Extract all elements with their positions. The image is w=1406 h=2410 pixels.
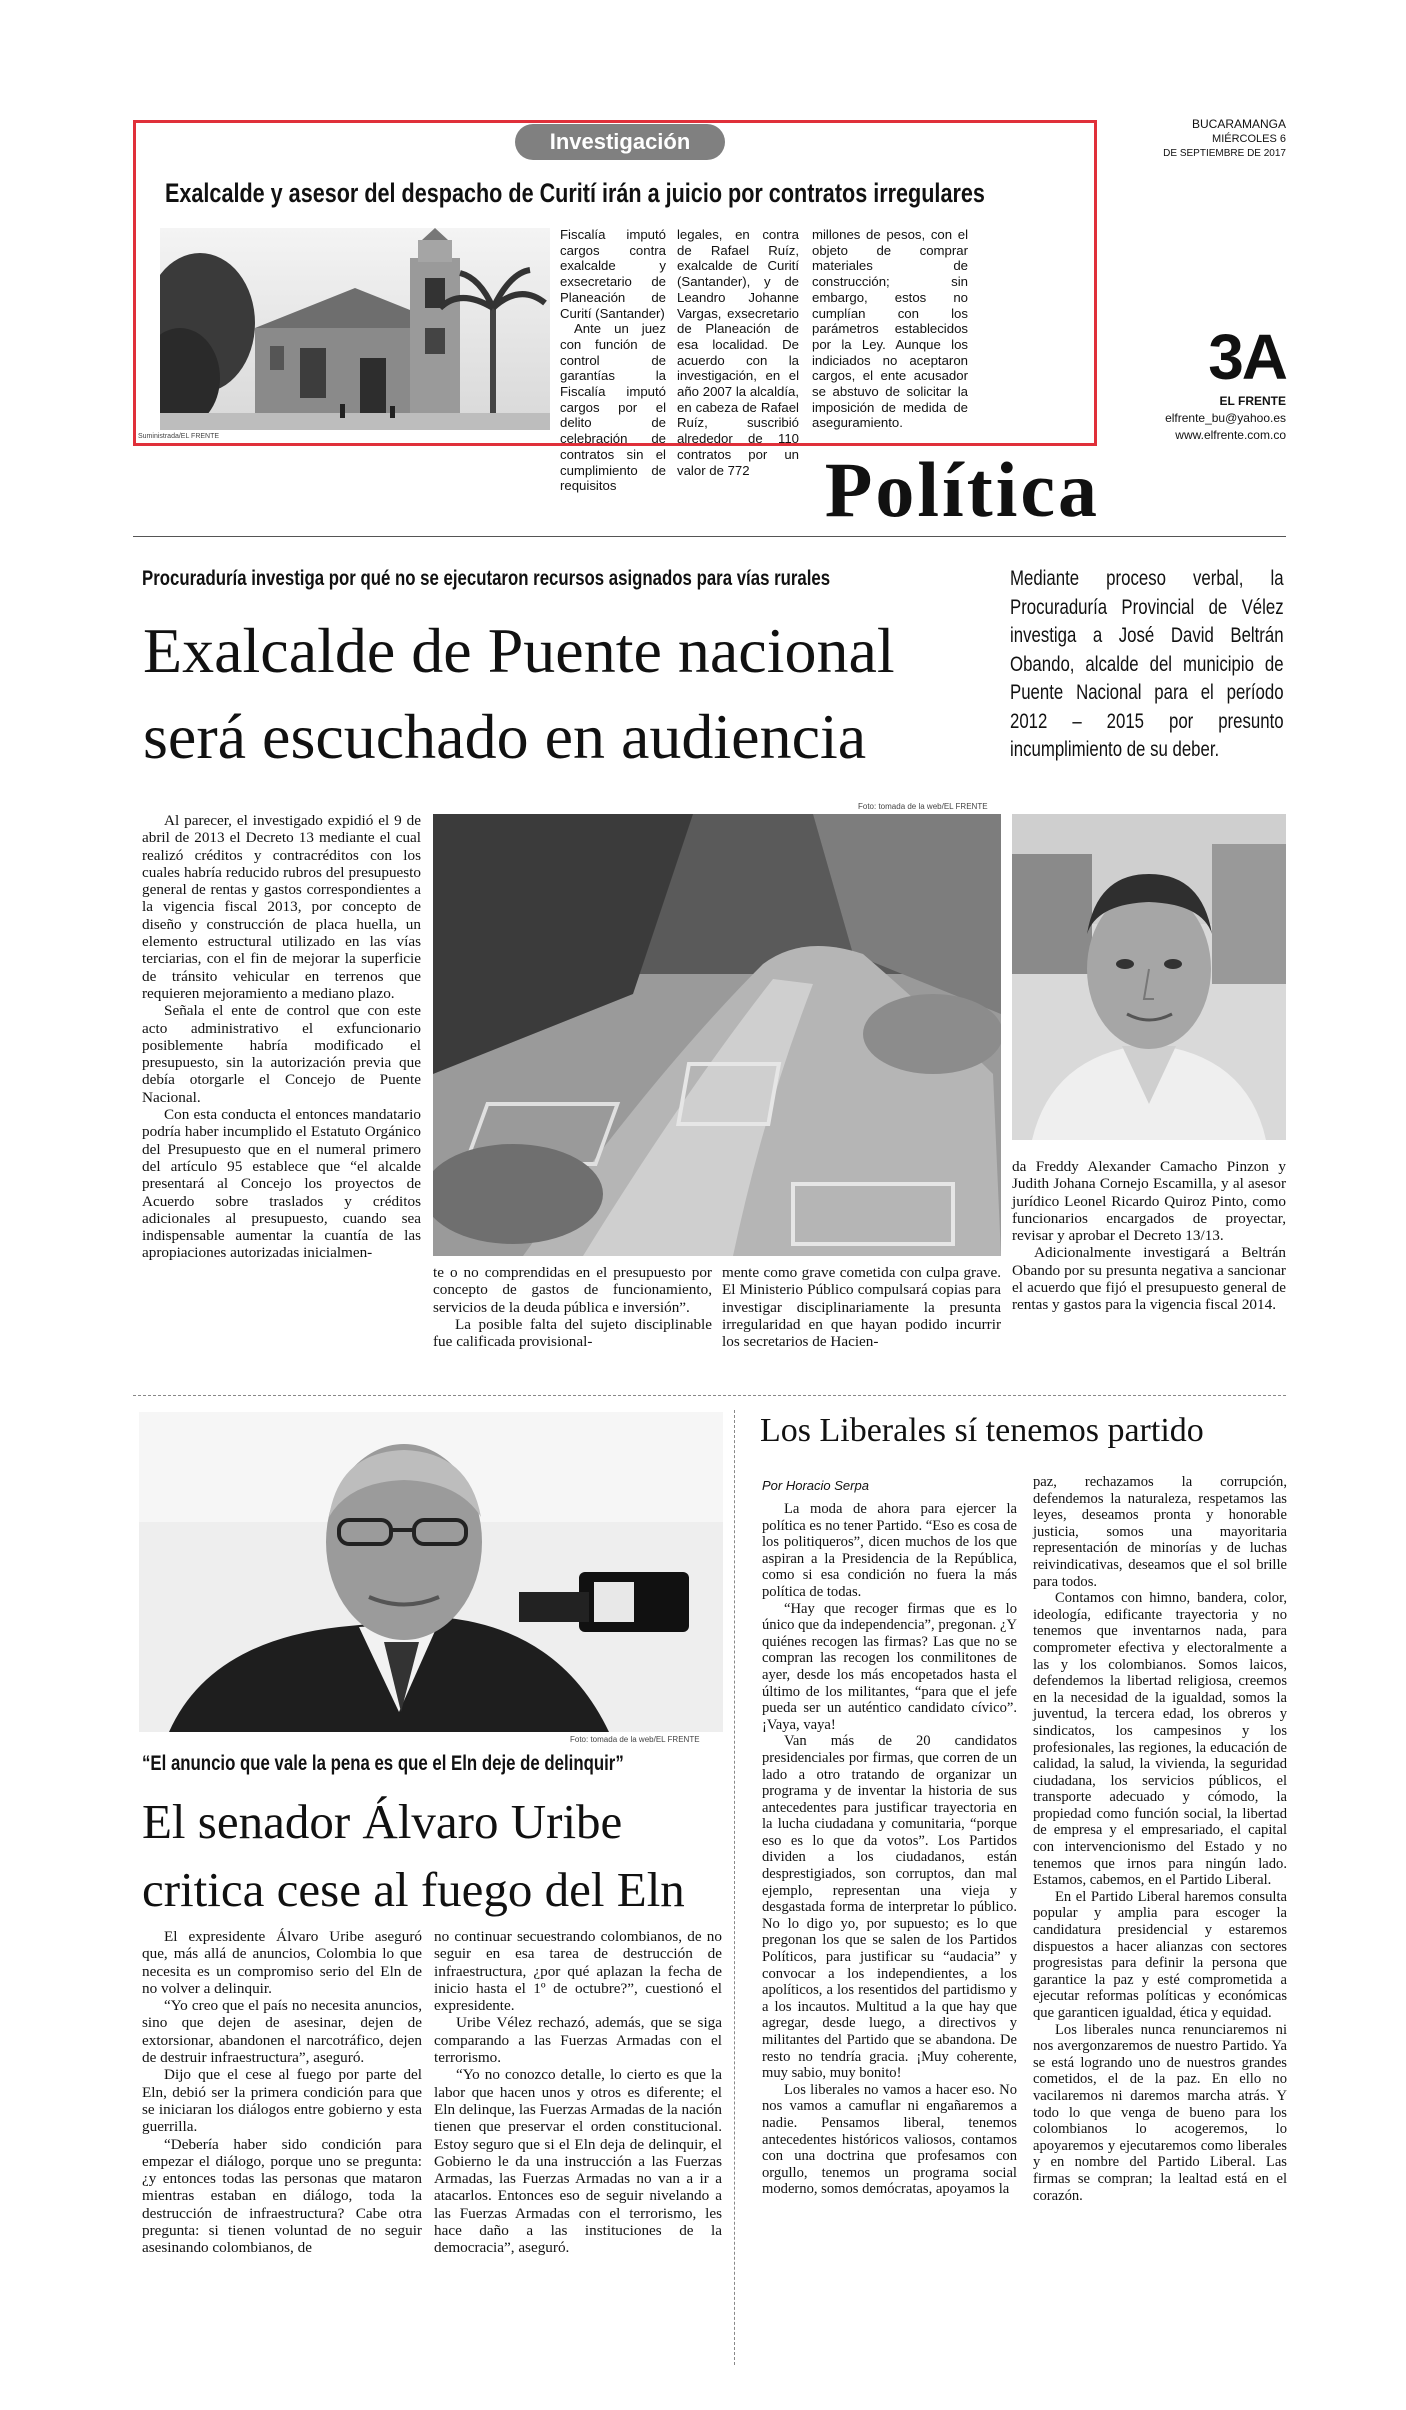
opinion-column-2 [1033,1474,1287,2204]
road-photo [433,814,1001,1256]
lead-summary: Mediante proceso verbal, la Procuraduría Provincial de Vélez investiga a José David Beltrán Obando, alcalde del municipio de Puente Nacional para el período 2012 – 2015 por presunto incumplimiento de su deber. [1010,567,1284,761]
uribe-paragraph: Uribe Vélez rechazó, además, que se siga comparando a las Fuerzas Armadas con el terrorismo. [434,2014,722,2067]
brand-name: EL FRENTE [1219,394,1286,408]
opinion-paragraph: Los liberales no vamos a hacer eso. No nos vamos a camuflar ni engañaremos a nadie. Pensamos liberal, tenemos antecedentes históricos valiosos, contamos con una doctrina que profesamos con orgullo, tenemos un programa social moderno, somos demócratas, apoyamos la [762,2081,1017,2198]
road-photo-credit: Foto: tomada de la web/EL FRENTE [858,802,988,811]
opinion-paragraph: “Hay que recoger firmas que es lo único que da independencia”, pregonan. ¿Y quiénes recogen las firmas? Las que no se compran las recogen los conmilitones de ayer, desde los más encopetados hasta el último de los militantes, “para que el jefe pueda ser un auténtico candidato cívico”. ¡Vaya, vaya! [762,1600,1017,1733]
uribe-paragraph: El expresidente Álvaro Uribe aseguró que, más allá de anuncios, Colombia lo que necesita es un compromiso serio del Eln de no volver a delinquir. [142,1928,422,1997]
website-link[interactable]: www.elfrente.com.co [1175,428,1286,442]
uribe-paragraph: “Yo no conozco detalle, lo cierto es que la labor que hacen unos y otros es diferente; el Eln delinque, las Fuerzas Armadas de la nación tienen que preservar el orden constitucional. Estoy seguro que si el Eln deja de delinquir, el Gobierno le da una instrucción a las Fuerzas Armadas, las Fuerzas Armadas no van a ir a atacarlos. Entonces eso de seguir nivelando a las Fuerzas Armadas con el terrorismo, les hace daño a las instituciones de la democracia”, aseguró. [434,2066,722,2257]
page-number: 3A [1208,321,1286,393]
investigation-tag: Investigación [515,124,725,160]
uribe-paragraph: “Yo creo que el país no necesita anuncios, sino que dejen de asesinar, dejen de extorsionar, abandonen el narcotráfico, dejen de destruir infraestructura”, aseguró. [142,1997,422,2067]
uribe-column-2 [434,1928,722,2257]
church-photo [160,228,550,430]
lead-column-1 [142,812,421,1262]
opinion-column-1 [762,1501,1017,2198]
lead-paragraph: mente como grave cometida con culpa grave. El Ministerio Público compulsará copias para investigar disciplinariamente la presunta irregularidad en que hayan podido incurrir los secretarios de Hacien- [722,1264,1001,1351]
lead-column-3 [722,1264,1001,1350]
lead-paragraph: Señala el ente de control que con este acto administrativo el exfuncionario posiblemente habría modificado el presupuesto, sin la autorización previa que debía otorgarle el Concejo de Puente Nacional. [142,1002,421,1106]
lead-paragraph: da Freddy Alexander Camacho Pinzon y Judith Johana Cornejo Escamilla, y al asesor jurídico Leonel Ricardo Quiroz Pinto, como funcionarios encargados de proyectar, revisar y aprobar el Decreto 13/13. [1012,1158,1286,1245]
uribe-column-1 [142,1928,422,2257]
opinion-paragraph: En el Partido Liberal haremos consulta popular y amplia para escoger la candidatura presidencial y estaremos dispuestos a hacer alianzas con sectores progresistas para definir la persona que garantice la paz y esté comprometida a ejecutar reformas políticas y económicas que garanticen igualdad, ética y equidad. [1033,1888,1287,2021]
opinion-paragraph: Van más de 20 candidatos presidenciales por firmas, que corren de un lado a otro tratando de organizar un programa y de inventar la historia de sus antecedentes para justificar trayectoria en la lucha ciudadana y comunitaria, “porque eso es lo que da votos”. Los Partidos dividen a los ciudadanos, están desprestigiados, son corruptos, dan mal ejemplo, representan una vieja y desgastada forma de interpretar lo público. No lo digo yo, por supuesto; es lo que pregonan los que se salen de los Partidos Políticos, para justificar su “audacia” y convocar a los independientes, a los apolíticos, a los resentidos del partidismo y a los incautos. Multitud a la que hay que agregar, desde luego, a directivos y militantes del Partido que se abandona. De resto no tendría gracia. ¡Muy coherente, muy sabio, muy bonito! [762,1733,1017,2082]
opinion-paragraph: paz, rechazamos la corrupción, defendemos la naturaleza, respetamos las leyes, deseamos pronta y honorable justicia, somos una mayoritaria representación de minorías y de luchas reivindicativas, deseamos que el sol brille para todos. [1033,1474,1287,1590]
lead-paragraph: te o no comprendidas en el presupuesto por concepto de gastos de funcionamiento, servicios de la deuda pública e inversión”. [433,1264,712,1316]
box-column-2 [677,227,799,478]
uribe-headline-line: critica cese al fuego del Eln [142,1862,685,1917]
uribe-headline [142,1788,742,1924]
box-column-1 [560,227,666,494]
uribe-kicker: “El anuncio que vale la pena es que el Eln deje de delinquir” [142,1752,624,1775]
lead-column-2 [433,1264,712,1350]
lead-headline-line: será escuchado en audiencia [143,701,867,772]
box-column-3 [812,227,1074,431]
date-line: DE SEPTIEMBRE DE 2017 [1163,148,1286,159]
lead-kicker: Procuraduría investiga por qué no se ejecutaron recursos asignados para vías rurales [142,567,831,590]
opinion-byline: Por Horacio Serpa [762,1478,869,1493]
lead-paragraph: La posible falta del sujeto disciplinable fue calificada provisional- [433,1315,712,1351]
box-paragraph: legales, en contra de Rafael Ruíz, exalcalde de Curití (Santander), y de Leandro Johanne Vargas, exsecretario de Planeación de esa localidad. De acuerdo con la investigación, en el año 2007 la alcaldía, en cabeza de Rafael Ruíz, suscribió alrededor de 110 contratos por un valor de 772 [677,227,799,478]
box-paragraph: millones de pesos, con el objeto de comprar materiales de construcción; sin embargo, estos no cumplían con los parámetros establecidos por la Ley. Aunque los indiciados no aceptaron cargos, el ente acusador se abstuvo de solicitar la imposición de medida de aseguramiento. [812,227,968,431]
box-headline: Exalcalde y asesor del despacho de Curití irán a juicio por contratos irregulares [165,178,985,208]
lead-paragraph: Con esta conducta el entonces mandatario podría haber incumplido el Estatuto Orgánico del Presupuesto que en el numeral primero del artículo 95 establece que “el alcalde presentará al Concejo los proyectos de Acuerdo sobre traslados y créditos adicionales al presupuesto, cuando sea indispensable aumentar la cuantía de las apropiaciones autorizadas inicialmen- [142,1106,421,1262]
mayor-photo [1012,814,1286,1140]
opinion-paragraph: Los liberales nunca renunciaremos ni nos avergonzaremos de nuestro Partido. Ya se está logrando uno de nuestros grandes cometidos, el de la paz. En ello no vacilaremos ni daremos marcha atrás. Y todo lo que venga de bueno para los colombianos lo acogeremos, lo apoyaremos y ejecutaremos como liberales y en nombre del Partido Liberal. Las firmas se compran; la lealtad está en el corazón. [1033,2021,1287,2204]
story-divider [133,1395,1286,1396]
lead-paragraph: Al parecer, el investigado expidió el 9 de abril de 2013 el Decreto 13 mediante el cual realizó créditos y contracréditos con los cuales habría reducido rubros del presupuesto general de rentas y gastos correspondientes a la vigencia fiscal 2013, por concepto de diseño y construcción de placa huella, un elemento estructural utilizado en las vías terciarias, con el fin de mejorar la superficie de tránsito vehicular en terrenos que requieren mejoramiento a mediano plazo. [142,812,421,1002]
opinion-paragraph: Contamos con himno, bandera, color, ideología, edificante trayectoria y no tenemos que inventarnos nada, para comprometer efectiva y electoralmente a las y los colombianos. Somos laicos, defendemos la libertad religiosa, creemos en la necesidad de la igualdad, somos la juventud, la tercera edad, los obreros y sindicatos, los campesinos y los profesionales, las regiones, la educación de calidad, la salud, la vivienda, la seguridad ciudadana, los servicios públicos, el transporte adecuado y cómodo, la propiedad como función social, la libertad de empresa y el empresariado, el capital con intervencionismo del Estado y no tenemos que irnos para ningún lado. Estamos, cabemos, en el Partido Liberal. [1033,1590,1287,1889]
uribe-photo [139,1412,723,1732]
uribe-headline-line: El senador Álvaro Uribe [142,1794,623,1849]
box-paragraph: Fiscalía imputó cargos contra exalcalde y exsecretario de Planeación de Curití (Santander) [560,227,666,321]
lead-column-4 [1012,1158,1286,1314]
box-photo-credit: Suministrada/EL FRENTE [138,433,220,440]
lead-headline [143,608,1003,780]
uribe-paragraph: no continuar secuestrando colombianos, de no seguir en esa tarea de destrucción de infraestructura, ¿por qué aplazan la fecha de inicio hasta el 1º de octubre?”, cuestionó el expresidente. [434,1928,722,2015]
city-line: BUCARAMANGA [1191,117,1286,131]
section-title: Política [824,446,1100,533]
opinion-paragraph: La moda de ahora para ejercer la política es no tener Partido. “Eso es cosa de los politiqueros”, dicen muchos de los que aspiran a la Presidencia de la República, como si esa condición no fuera la más política de todas. [762,1501,1017,1600]
box-paragraph: Ante un juez con función de control de garantías la Fiscalía imputó cargos por el delito de celebración de contratos sin el cumplimiento de requisitos [560,321,666,494]
uribe-paragraph: “Debería haber sido condición para empezar el diálogo, porque uno se pregunta: ¿y entonces todas las personas que mataron mientras estaban en diálogo, toda la destrucción de infraestructura? Cabe otra pregunta: si tienen voluntad de no seguir asesinando colombianos, de [142,2135,422,2257]
lead-headline-line: Exalcalde de Puente nacional [143,615,895,686]
contact-email: elfrente_bu@yahoo.es [1165,411,1286,425]
date-line: MIÉRCOLES 6 [1212,133,1286,145]
uribe-paragraph: Dijo que el cese al fuego por parte del Eln, debió ser la primera condición para que se iniciaran los diálogos entre gobierno y esta guerrilla. [142,2066,422,2136]
opinion-headline: Los Liberales sí tenemos partido [760,1412,1204,1449]
lead-paragraph: Adicionalmente investigará a Beltrán Obando por su presunta negativa a sancionar el acuerdo que fijó el presupuesto general de rentas y gastos para la vigencia fiscal 2014. [1012,1244,1286,1314]
uribe-photo-credit: Foto: tomada de la web/EL FRENTE [570,1735,700,1744]
section-rule [133,536,1286,537]
